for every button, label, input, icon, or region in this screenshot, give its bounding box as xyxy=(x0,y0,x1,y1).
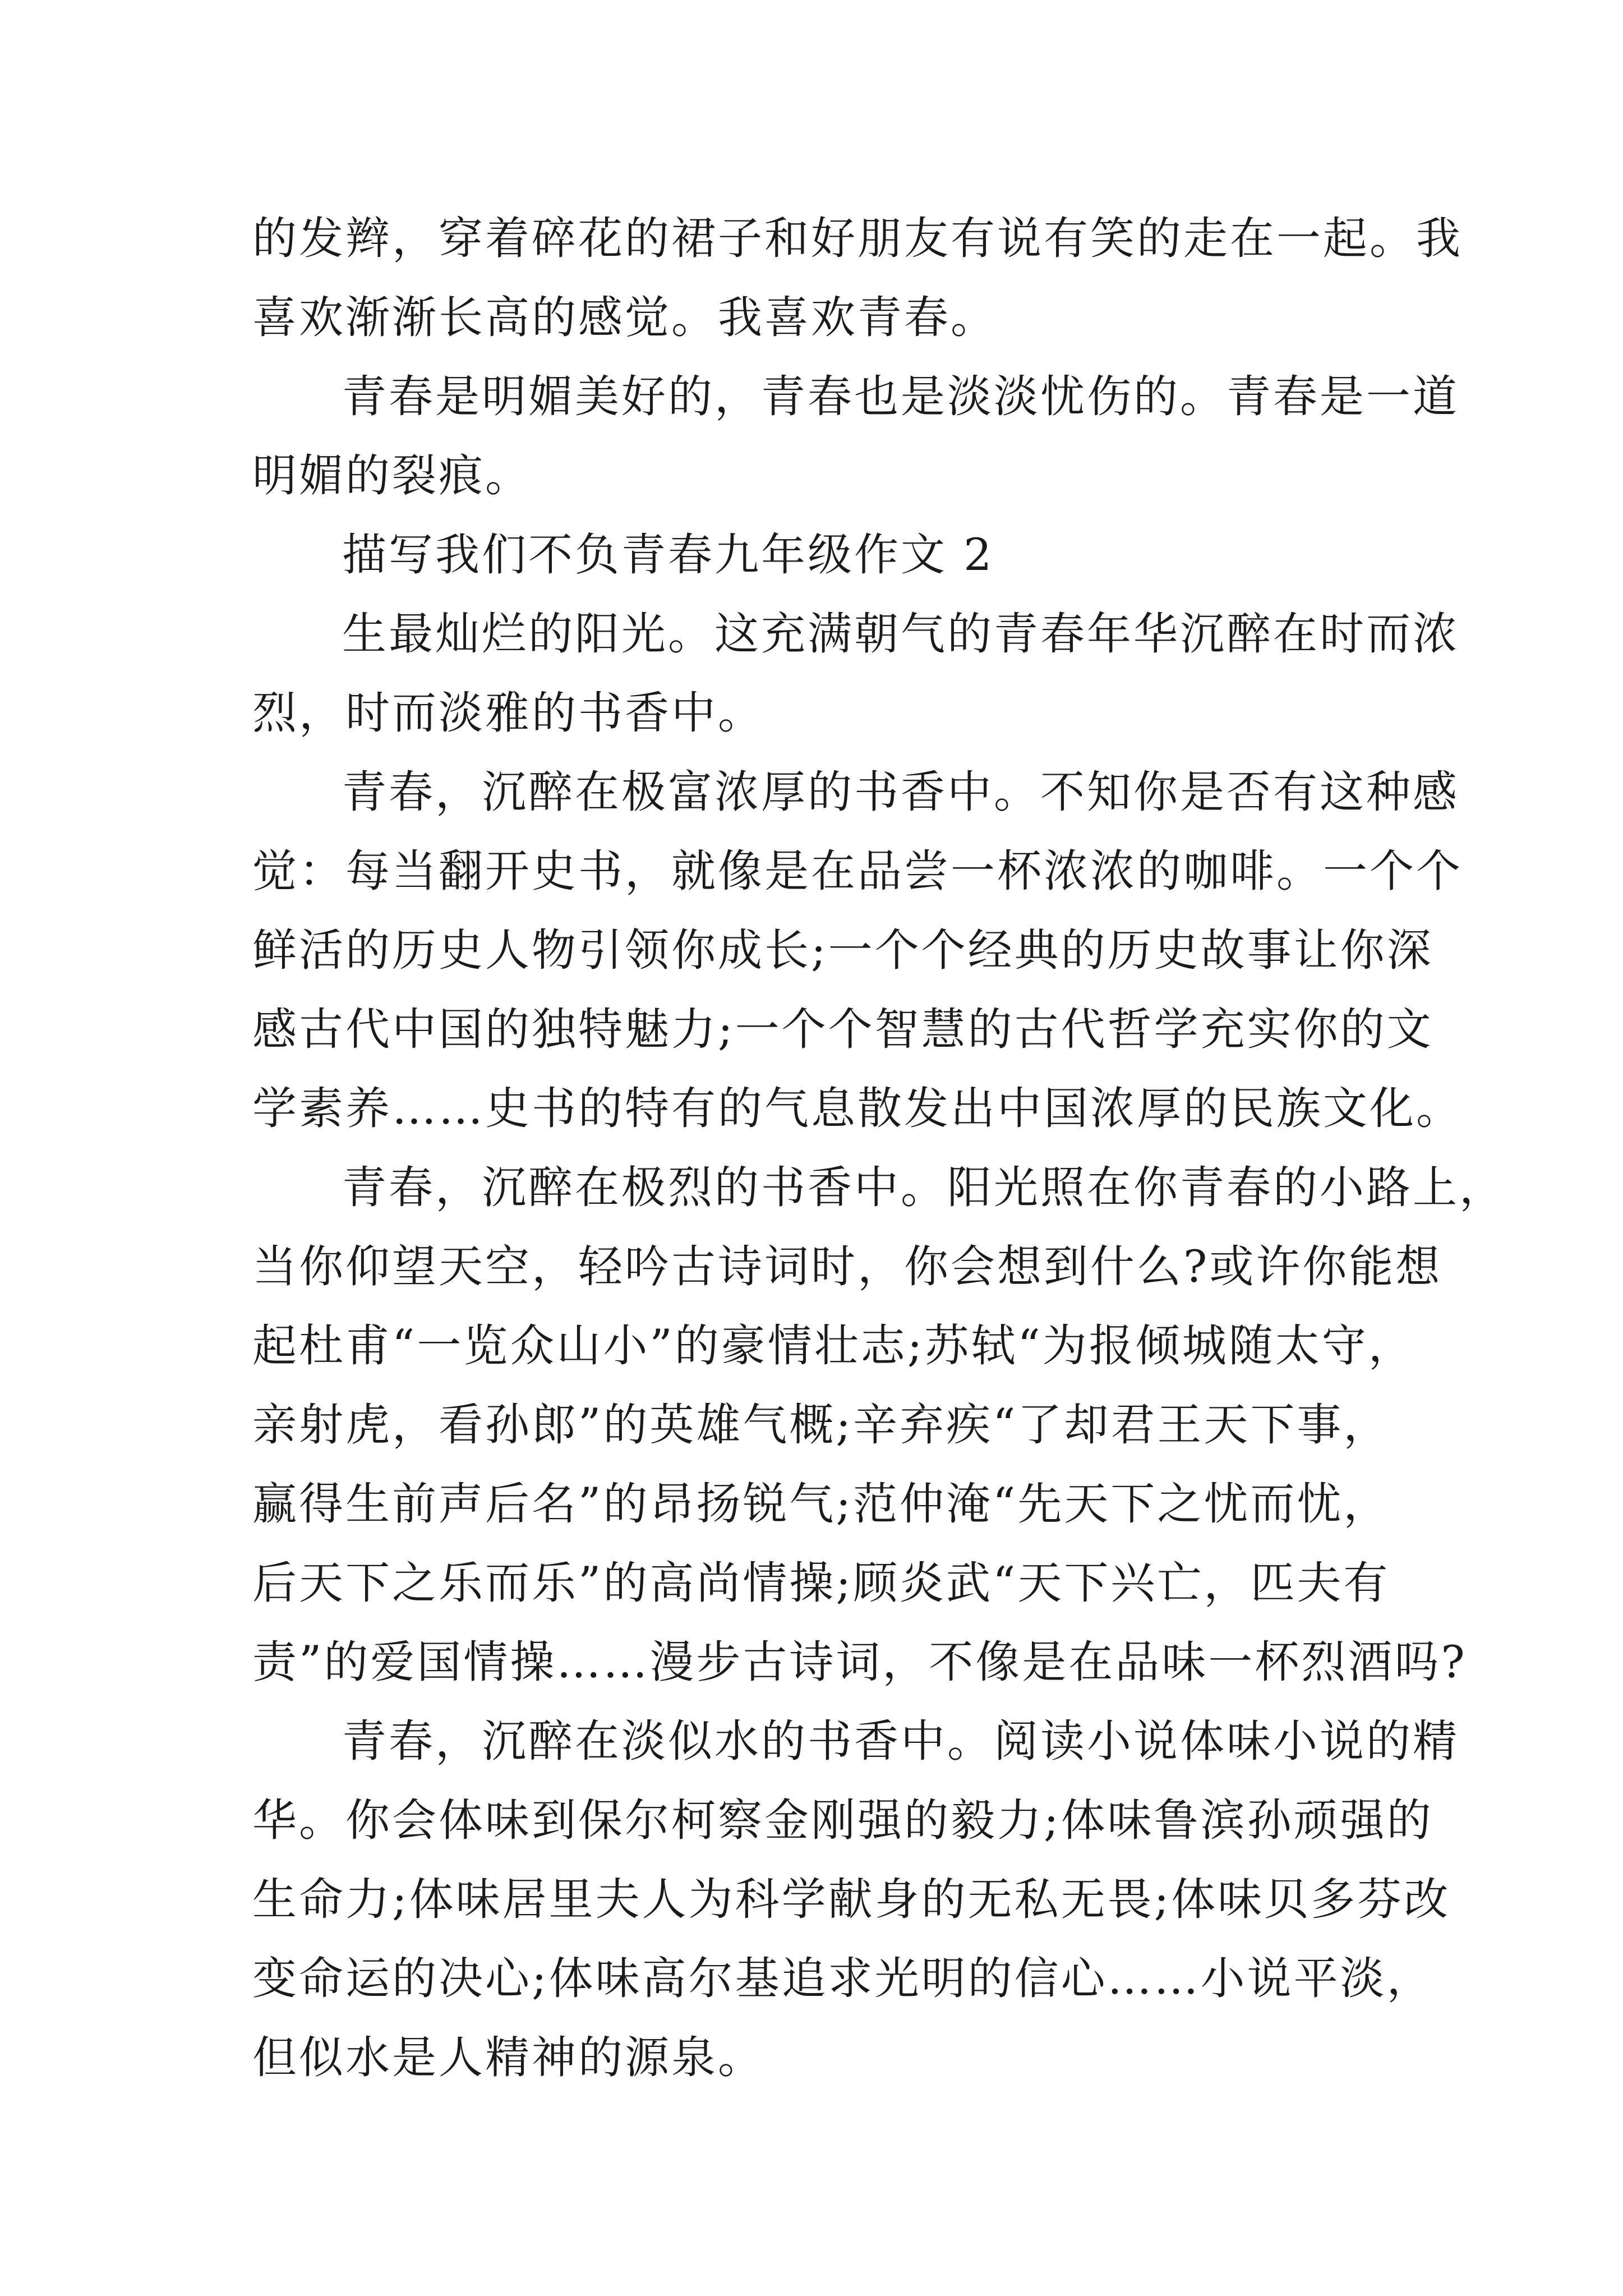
text-line: 鲜活的历史人物引领你成长;一个个经典的历史故事让你深 xyxy=(252,924,1433,976)
text-line: 责”的爱国情操……漫步古诗词，不像是在品味一杯烈酒吗? xyxy=(252,1636,1467,1688)
text-line: 后天下之乐而乐”的高尚情操;顾炎武“天下兴亡，匹夫有 xyxy=(252,1557,1390,1609)
text-line: 变命运的决心;体味高尔基追求光明的信心……小说平淡， xyxy=(252,1953,1433,2004)
text-line: 明媚的裂痕。 xyxy=(252,450,532,501)
text-line: 喜欢渐渐长高的感觉。我喜欢青春。 xyxy=(252,292,997,343)
text-line: 学素养……史书的特有的气息散发出中国浓厚的民族文化。 xyxy=(252,1083,1463,1134)
text-line: 青春，沉醉在极烈的书香中。阳光照在你青春的小路上， xyxy=(342,1162,1506,1213)
text-line: 烈，时而淡雅的书香中。 xyxy=(252,687,764,739)
text-line: 当你仰望天空，轻吟古诗词时，你会想到什么?或许你能想 xyxy=(252,1241,1442,1292)
text-line: 感古代中国的独特魅力;一个个智慧的古代哲学充实你的文 xyxy=(252,1004,1433,1055)
text-line: 青春，沉醉在极富浓厚的书香中。不知你是否有这种感 xyxy=(342,766,1459,818)
text-line: 但似水是人精神的源泉。 xyxy=(252,2032,764,2083)
text-line: 青春，沉醉在淡似水的书香中。阅读小说体味小说的精 xyxy=(342,1715,1459,1767)
section-heading: 描写我们不负青春九年级作文 2 xyxy=(342,529,994,581)
text-line: 生命力;体味居里夫人为科学献身的无私无畏;体味贝多芬改 xyxy=(252,1874,1451,1925)
text-line: 青春是明媚美好的，青春也是淡淡忧伤的。青春是一道 xyxy=(342,371,1459,422)
document-body xyxy=(252,199,1506,2097)
text-line: 生最灿烂的阳光。这充满朝气的青春年华沉醉在时而浓 xyxy=(342,608,1459,660)
text-line: 的发辫，穿着碎花的裙子和好朋友有说有笑的走在一起。我 xyxy=(252,213,1463,264)
text-line: 起杜甫“一览众山小”的豪情壮志;苏轼“为报倾城随太守， xyxy=(252,1320,1415,1372)
text-line: 觉：每当翻开史书，就像是在品尝一杯浓浓的咖啡。一个个 xyxy=(252,845,1463,897)
text-line: 亲射虎，看孙郎”的英雄气概;辛弃疾“了却君王天下事， xyxy=(252,1399,1390,1451)
text-line: 赢得生前声后名”的昂扬锐气;范仲淹“先天下之忧而忧， xyxy=(252,1478,1390,1530)
text-line: 华。你会体味到保尔柯察金刚强的毅力;体味鲁滨孙顽强的 xyxy=(252,1795,1433,1846)
